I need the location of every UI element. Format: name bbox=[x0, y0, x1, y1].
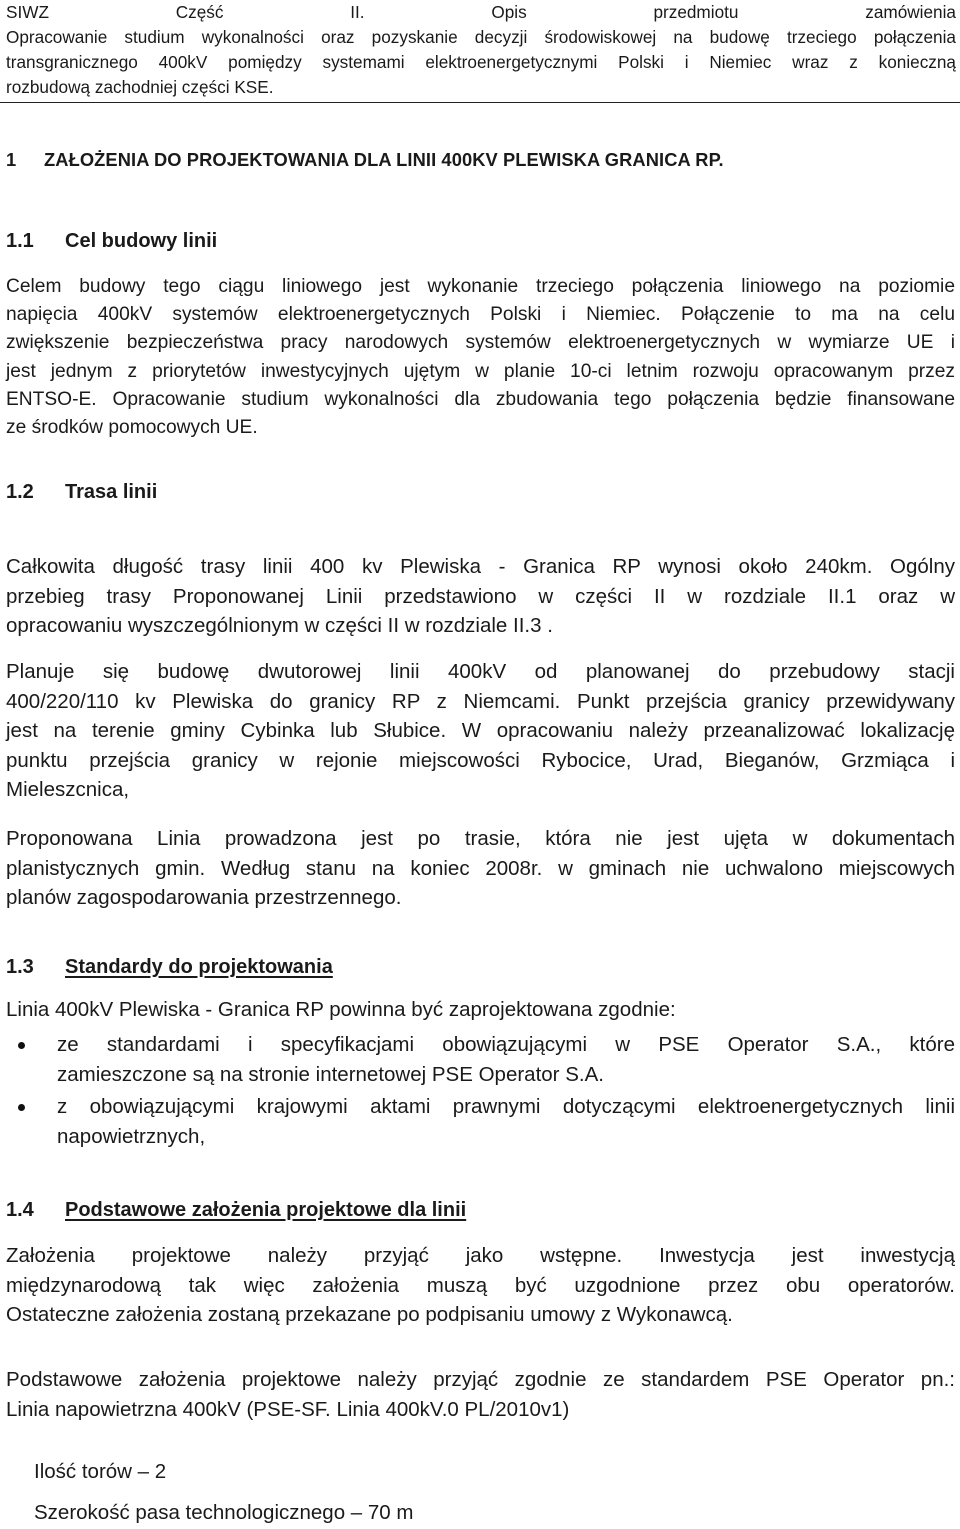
text-line: planistycznych gmin. Według stanu na koniec 2008r. w gminach nie uchwalono miejscowych bbox=[6, 856, 955, 880]
subsection-heading bbox=[6, 481, 157, 504]
paragraph bbox=[6, 552, 955, 641]
bullet-icon bbox=[18, 1042, 25, 1049]
bullet-item bbox=[6, 1092, 955, 1152]
subsection-heading bbox=[6, 956, 333, 979]
section-heading bbox=[6, 149, 724, 171]
parameter-line: Ilość torów – 2 bbox=[34, 1460, 167, 1483]
text-line: Ostateczne założenia zostaną przekazane po podpisaniu umowy z Wykonawcą. bbox=[6, 1303, 733, 1326]
text-line: planów zagospodarowania przestrzennego. bbox=[6, 886, 402, 909]
text-line: punktu przejścia granicy w rejonie miejscowości Rybocice, Urad, Bieganów, Grzmiąca i bbox=[6, 748, 955, 772]
header-line: rozbudową zachodniej części KSE. bbox=[6, 77, 274, 97]
paragraph bbox=[6, 657, 955, 805]
section-number: 1 bbox=[6, 149, 17, 170]
text-line: Linia napowietrzna 400kV (PSE-SF. Linia 400kV.0 PL/2010v1) bbox=[6, 1397, 570, 1421]
text-line: ze standardami i specyfikacjami obowiązującymi w PSE Operator S.A., które bbox=[57, 1033, 955, 1056]
text-line: jest jednym z priorytetów inwestycyjnych ujętym w planie 10-ci letnim rozwoju opracowanym przez bbox=[6, 360, 955, 382]
intro-text: Linia 400kV Plewiska - Granica RP powinna być zaprojektowana zgodnie: bbox=[6, 998, 676, 1021]
paragraph bbox=[6, 824, 955, 913]
header-line: Opracowanie studium wykonalności oraz pozyskanie decyzji środowiskowej na budowę trzeciego połączenia bbox=[6, 27, 956, 47]
parameter-line: Szerokość pasa technologicznego – 70 m bbox=[34, 1501, 414, 1524]
text-line: z obowiązującymi krajowymi aktami prawnymi dotyczącymi elektroenergetycznych linii bbox=[57, 1095, 955, 1118]
subsection-title: Standardy do projektowania bbox=[65, 956, 333, 978]
header-line: transgranicznego 400kV pomiędzy systemami elektroenergetycznymi Polski i Niemiec wraz z konieczną bbox=[6, 52, 956, 72]
text-line: ze środków pomocowych UE. bbox=[6, 417, 258, 439]
bullet-icon bbox=[18, 1104, 25, 1111]
text-line: Proponowana Linia prowadzona jest po trasie, która nie jest ujęta w dokumentach bbox=[6, 827, 955, 850]
text-line: Całkowita długość trasy linii 400 kv Plewiska - Granica RP wynosi około 240km. Ogólny bbox=[6, 555, 955, 578]
bullet-list bbox=[6, 1030, 955, 1152]
header-line: SIWZ Część II. Opis przedmiotu zamówienia bbox=[6, 2, 956, 22]
subsection-number: 1.1 bbox=[6, 230, 34, 252]
section-title: ZAŁOŻENIA DO PROJEKTOWANIA DLA LINII 400KV PLEWISKA GRANICA RP. bbox=[44, 149, 724, 170]
document-header bbox=[6, 0, 956, 100]
text-line: Mieleszcnica, bbox=[6, 778, 130, 801]
subsection-number: 1.3 bbox=[6, 956, 34, 978]
subsection-heading bbox=[6, 1199, 466, 1222]
header-divider bbox=[0, 102, 960, 103]
text-line: jest na terenie gminy Cybinka lub Słubice. W opracowaniu należy przeanalizować lokalizację bbox=[6, 719, 955, 742]
text-line: zamieszczone są na stronie internetowej PSE Operator S.A. bbox=[57, 1063, 604, 1086]
text-line: 400/220/110 kv Plewiska do granicy RP z Niemcami. Punkt przejścia granicy przewidywany bbox=[6, 689, 955, 713]
text-line: ENTSO-E. Opracowanie studium wykonalności dla zbudowania tego połączenia będzie finansowane bbox=[6, 388, 955, 410]
paragraph bbox=[6, 1365, 955, 1424]
text-line: Celem budowy tego ciągu liniowego jest wykonanie trzeciego połączenia liniowego na poziomie bbox=[6, 276, 955, 297]
bullet-item bbox=[6, 1030, 955, 1090]
subsection-title: Podstawowe założenia projektowe dla linii bbox=[65, 1199, 467, 1221]
subsection-heading bbox=[6, 230, 217, 253]
text-line: opracowaniu wyszczególnionym w części II w rozdziale II.3 . bbox=[6, 614, 553, 637]
subsection-number: 1.4 bbox=[6, 1199, 34, 1221]
subsection-title: Cel budowy linii bbox=[65, 230, 218, 252]
text-line: międzynarodową tak więc założenia muszą być uzgodnione przez obu operatorów. bbox=[6, 1273, 955, 1297]
text-line: napięcia 400kV systemów elektroenergetycznych Polski i Niemiec. Połączenie to ma na celu bbox=[6, 304, 955, 326]
text-line: napowietrznych, bbox=[57, 1125, 206, 1148]
subsection-number: 1.2 bbox=[6, 481, 34, 503]
paragraph bbox=[6, 1241, 955, 1330]
text-line: Podstawowe założenia projektowe należy przyjąć zgodnie ze standardem PSE Operator pn.: bbox=[6, 1368, 955, 1391]
text-line: Założenia projektowe należy przyjąć jako wstępne. Inwestycja jest inwestycją bbox=[6, 1244, 955, 1267]
subsection-title: Trasa linii bbox=[65, 481, 158, 503]
text-line: Planuje się budowę dwutorowej linii 400kV od planowanej do przebudowy stacji bbox=[6, 660, 955, 683]
paragraph bbox=[6, 273, 955, 442]
text-line: zwiększenie bezpieczeństwa pracy narodowych systemów elektroenergetycznych w wymiarze UE i bbox=[6, 332, 955, 354]
text-line: przebieg trasy Proponowanej Linii przedstawiono w części II w rozdziale II.1 oraz w bbox=[6, 584, 955, 608]
